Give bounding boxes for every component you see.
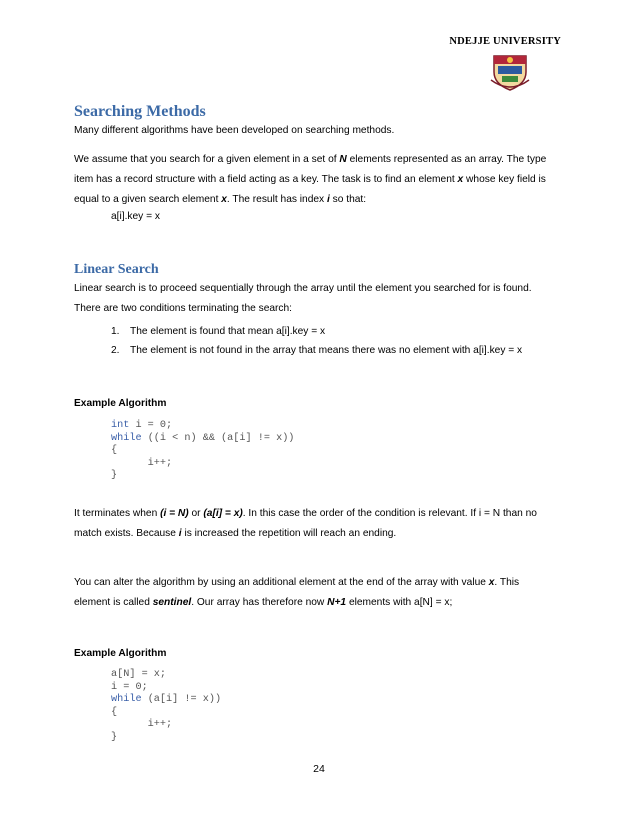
linear-search-paragraph: Linear search is to proceed sequentially through the array until the element you searched for is found. There are two conditions terminating the search:	[74, 283, 532, 314]
university-header: NDEJJE UNIVERSITY	[449, 36, 561, 47]
list-item: 2. The element is not found in the array that means there was no element with a[i].key = x	[111, 345, 523, 356]
termination-conditions-list	[111, 322, 522, 360]
example-algorithm-heading-2: Example Algorithm	[74, 648, 167, 659]
section-title-linear-search: Linear Search	[74, 262, 159, 277]
code-block-2: a[N] = x; i = 0; while (a[i] != x)) { i++; }	[111, 669, 222, 743]
page-number: 24	[313, 763, 325, 775]
intro-paragraph: Many different algorithms have been developed on searching methods.	[74, 125, 395, 136]
university-crest-logo	[490, 50, 530, 92]
list-item: 1. The element is found that mean a[i].key = x	[111, 326, 326, 337]
assumption-paragraph: We assume that you search for a given element in a set of N elements represented as an array. The type item has a record structure with a field acting as a key. The task is to find an element x whose key field is equal to a given search element x. The result has index i so that:	[74, 154, 547, 205]
section-title-searching-methods: Searching Methods	[74, 103, 206, 120]
key-formula: a[i].key = x	[111, 211, 160, 222]
example-algorithm-heading-1: Example Algorithm	[74, 398, 167, 409]
sentinel-paragraph: You can alter the algorithm by using an additional element at the end of the array with value x. This element is called sentinel. Our array has therefore now N+1 elements with a[N] = x;	[74, 577, 520, 608]
code-block-1: int i = 0; while ((i < n) && (a[i] != x)) { i++; }	[111, 420, 295, 481]
termination-paragraph: It terminates when (i = N) or (a[i] = x). In this case the order of the condition is relevant. If i = N than no match exists. Because i is increased the repetition will reach an ending.	[74, 508, 537, 539]
